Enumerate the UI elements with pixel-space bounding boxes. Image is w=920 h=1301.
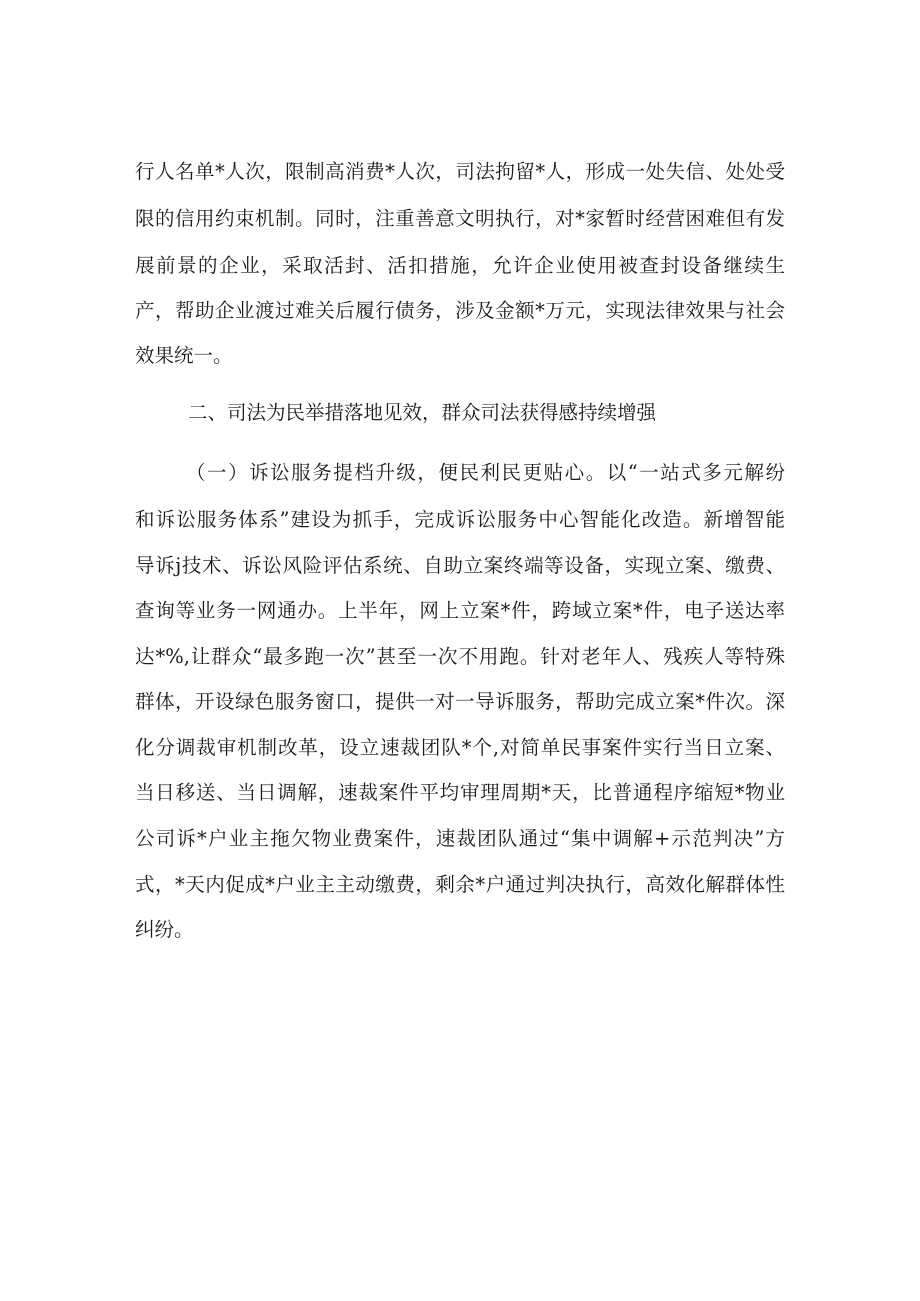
- paragraph1-line-1: 行人名单*人次，限制高消费*人次，司法拘留*人，形成一处失信、处处受: [135, 160, 785, 183]
- paragraph2-line-3: 导诉j技术、诉讼风险评估系统、自助立案终端等设备，实现立案、缴费、: [135, 554, 785, 577]
- paragraph2-line-2: 和诉讼服务体系”建设为抓手，完成诉讼服务中心智能化改造。新增智能: [135, 508, 785, 531]
- paragraph1-line-3: 展前景的企业，采取活封、活扣措施，允许企业使用被查封设备继续生: [135, 254, 785, 277]
- paragraph2-line-4: 查询等业务一网通办。上半年，网上立案*件，跨域立案*件，电子送达率: [135, 599, 785, 622]
- paragraph2-line-5: 达*%,让群众“最多跑一次”甚至一次不用跑。针对老年人、残疾人等特殊: [135, 645, 785, 668]
- paragraph1-line-5: 效果统一。: [135, 344, 233, 367]
- paragraph2-line-11: 纠纷。: [135, 918, 194, 941]
- paragraph2-line-6: 群体，开设绿色服务窗口，提供一对一导诉服务，帮助完成立案*件次。深: [135, 690, 785, 713]
- paragraph2-line-10: 式，*天内促成*户业主主动缴费，剩余*户通过判决执行，高效化解群体性: [135, 873, 785, 896]
- paragraph2-line-8: 当日移送、当日调解，速裁案件平均审理周期*天，比普通程序缩短*物业: [135, 781, 785, 804]
- paragraph2-line-9: 公司诉*户业主拖欠物业费案件，速裁团队通过“集中调解+示范判决”方: [135, 827, 785, 850]
- paragraph1-line-4: 产，帮助企业渡过难关后履行债务，涉及金额*万元，实现法律效果与社会: [135, 299, 785, 322]
- paragraph1-line-2: 限的信用约束机制。同时，注重善意文明执行，对*家暂时经营困难但有发: [135, 207, 785, 230]
- section-heading: 二、司法为民举措落地见效，群众司法获得感持续增强: [188, 401, 657, 424]
- paragraph2-line-7: 化分调裁审机制改革，设立速裁团队*个,对简单民事案件实行当日立案、: [135, 736, 785, 759]
- paragraph2-line-1: （一）诉讼服务提档升级，便民利民更贴心。以“一站式多元解纷: [186, 461, 785, 484]
